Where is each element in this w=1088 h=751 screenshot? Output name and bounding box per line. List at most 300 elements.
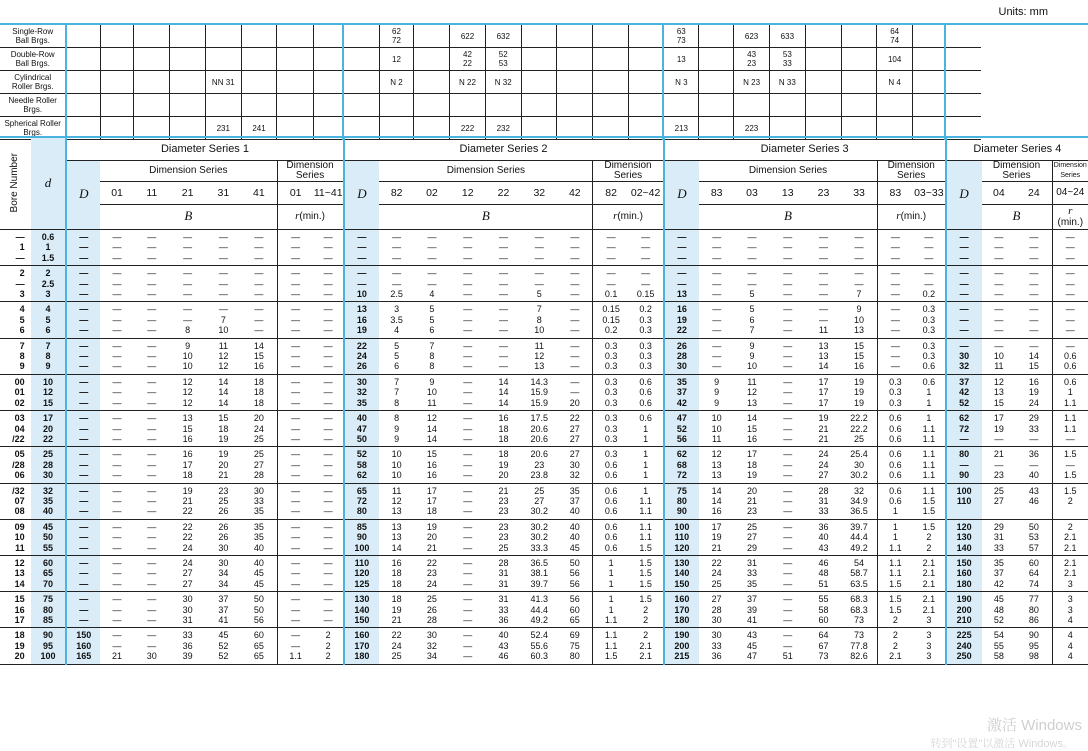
outer-diameter-value: 120: [354, 568, 370, 579]
dimension-value-value: —: [291, 289, 301, 300]
outer-diameter-value: 180: [354, 651, 370, 662]
dimension-value-value: 64: [818, 630, 829, 641]
dimension-value-value: 14: [1028, 351, 1039, 362]
dimension-value-value: —: [463, 532, 473, 543]
dimension-value-value: 86: [1028, 615, 1039, 625]
dimension-value-value: —: [463, 232, 473, 242]
dimension-value-value: 33: [746, 568, 757, 579]
dimension-value-value: 12: [993, 376, 1004, 387]
dimension-value: [982, 628, 1017, 664]
bearing-type-label: [0, 94, 66, 117]
dimension-value-value: —: [712, 289, 722, 300]
dimension-value-value: —: [147, 304, 157, 315]
dimension-value-value: 1: [608, 568, 614, 579]
dimension-value-value: —: [112, 449, 122, 460]
dimension-value: [379, 230, 414, 266]
dimension-value-value: 27: [569, 423, 580, 434]
dimension-value-value: —: [392, 268, 402, 279]
dimension-value: [557, 628, 593, 664]
dimension-value-value: 50: [569, 557, 580, 568]
dimension-value-value: 20.6: [530, 433, 549, 444]
dimension-value: [841, 338, 877, 374]
dimension-value-value: —: [323, 304, 333, 315]
outer-diameter-value: 85: [356, 521, 367, 532]
dimension-value-value: 16: [426, 459, 437, 470]
dimension-value: [734, 628, 770, 664]
outer-diameter: [344, 302, 380, 338]
dimension-value: [486, 447, 522, 483]
dimension-value-value: 20: [569, 397, 580, 408]
bearing-type-cell: [100, 71, 134, 94]
dimension-value: [277, 592, 314, 628]
dimension-value-value: —: [112, 532, 122, 543]
dimension-value-value: 19: [746, 470, 757, 481]
outer-diameter-value: 52: [676, 423, 687, 434]
D-symbol: D: [357, 186, 367, 202]
dimension-value-value: 14: [498, 397, 509, 408]
bearing-type-label-line: Single-Row: [12, 27, 54, 36]
dimension-value-value: —: [147, 252, 157, 263]
dimension-value: [982, 230, 1017, 266]
dimension-value-value: —: [112, 459, 122, 470]
outer-diameter-value: —: [79, 387, 89, 398]
dimension-value: [170, 483, 206, 519]
dimension-value-value: —: [147, 413, 157, 424]
dimension-value: [379, 519, 414, 555]
dimension-value-value: 7: [856, 289, 862, 300]
dimension-value-value: 36: [498, 615, 509, 625]
bearing-type-cell: [66, 25, 100, 48]
dimension-value-value: —: [323, 397, 333, 408]
dimension-value: [913, 338, 946, 374]
bearing-type-cell: [521, 94, 557, 117]
dimension-value-value: —: [463, 325, 473, 336]
dimension-value-value: —: [994, 433, 1004, 444]
bearing-type-cell: 104: [877, 48, 913, 71]
dimension-value-value: 27: [711, 594, 722, 605]
bearing-type-cell: [314, 25, 344, 48]
dimension-value-value: —: [147, 542, 157, 553]
dimension-value: [1016, 483, 1052, 519]
dimension-value: [314, 266, 344, 302]
dimension-value-value: 9: [394, 423, 400, 434]
dimension-value-value: 0.6: [1064, 361, 1077, 372]
bearing-type-cell: 241: [241, 117, 277, 140]
outer-diameter-value: 24: [356, 351, 367, 362]
outer-diameter-value: 16: [356, 314, 367, 325]
dimension-value-value: —: [291, 630, 301, 641]
bore-number: [0, 592, 31, 628]
dimension-value-value: —: [994, 242, 1004, 253]
dimension-value: [806, 338, 842, 374]
outer-diameter-value: —: [357, 232, 367, 242]
dimension-value-value: 74: [1028, 578, 1039, 589]
dimension-value-value: 2.1: [1064, 557, 1077, 568]
dimension-value-value: 14: [818, 361, 829, 372]
dimension-value: [379, 592, 414, 628]
dimension-value-value: 10: [391, 470, 402, 481]
dimension-value-value: 15.9: [530, 397, 549, 408]
outer-diameter-value: —: [959, 314, 969, 325]
dimension-value-value: —: [291, 640, 301, 651]
dimension-value: [841, 266, 877, 302]
dimension-value: [629, 447, 664, 483]
dimension-value-value: —: [499, 314, 508, 325]
dimension-value-value: —: [463, 423, 473, 434]
bearing-type-cell: 12: [379, 48, 414, 71]
series-col-header: 01: [277, 182, 314, 205]
dimension-value-value: —: [291, 340, 301, 351]
dimension-value-value: 47: [746, 651, 757, 662]
bore-number: [0, 555, 31, 591]
bearing-type-label: [0, 48, 66, 71]
r-symbol: r: [613, 210, 618, 223]
dimension-value: [170, 230, 206, 266]
dimension-value-value: 1.5: [922, 506, 936, 517]
dimension-value: [486, 302, 522, 338]
dimension-value-value: —: [712, 325, 722, 336]
dimension-value-value: —: [112, 376, 122, 387]
dimension-value-value: —: [112, 506, 122, 517]
outer-diameter-value: 26: [356, 361, 367, 372]
dimension-value-value: 1: [608, 604, 614, 615]
dimension-value-value: 43: [1028, 485, 1039, 496]
dimension-value-value: 18: [253, 376, 264, 387]
outer-diameter-value: —: [959, 278, 969, 289]
outer-diameter-value: —: [79, 495, 89, 506]
dimension-value-value: 32: [854, 485, 865, 496]
bearing-type-cell: N 3: [663, 71, 699, 94]
dimension-value-value: 1.1: [1064, 423, 1077, 434]
dimension-value-value: 3: [926, 630, 932, 641]
dimension-value-value: —: [323, 568, 333, 579]
dimension-value-value: 28: [426, 615, 437, 625]
dimension-value-value: 29: [746, 542, 757, 553]
dimension-value-value: 1.1: [1064, 413, 1077, 424]
bore-number-value: 09: [14, 521, 25, 532]
dimension-value-value: 0.3: [604, 361, 618, 372]
dimension-value-value: —: [783, 314, 793, 325]
dimension-value-value: 45: [746, 640, 757, 651]
dimension-value: [770, 374, 806, 410]
dimension-value: [1052, 628, 1088, 664]
bearing-type-label-line: Spherical Roller: [4, 119, 61, 128]
dimension-value: [134, 592, 170, 628]
dimension-value-value: —: [291, 594, 301, 605]
dimension-value-value: 28: [711, 604, 722, 615]
outer-diameter-value: 62: [676, 449, 687, 460]
dimension-value-value: —: [1029, 278, 1039, 289]
dimension-value-value: 80: [1028, 604, 1039, 615]
dimension-value-value: 0.6: [1064, 351, 1077, 362]
dimension-value: [629, 266, 664, 302]
dimension-value-value: 26: [426, 604, 437, 615]
bore-diameter-value: 4: [45, 304, 51, 315]
dimension-value-value: 50: [253, 594, 264, 605]
series-col-header: 31: [205, 182, 241, 205]
dimension-value-value: 30.2: [530, 532, 549, 543]
dimension-value-value: 13: [711, 470, 722, 481]
dimension-value-value: —: [291, 521, 301, 532]
series-col-header: 04: [982, 182, 1017, 205]
outer-diameter-value: —: [79, 351, 89, 362]
dimension-value: [593, 374, 629, 410]
dimension-value-value: 30: [426, 630, 437, 641]
bore-diameter-value: 15: [43, 397, 54, 408]
dimension-value-value: —: [783, 232, 793, 242]
dimension-value-value: 30: [569, 459, 580, 470]
bearing-type-cell: 623: [734, 25, 770, 48]
bore-diameter-value: 70: [43, 578, 54, 589]
dimension-value-value: —: [291, 433, 301, 444]
dimension-value: [841, 230, 877, 266]
dimension-value-value: 24: [182, 557, 193, 568]
dimension-value: [241, 519, 277, 555]
dimension-value-value: —: [819, 314, 829, 325]
dimension-value-value: —: [147, 433, 157, 444]
outer-diameter-value: 130: [956, 532, 972, 543]
dimension-value-value: 1.1: [889, 557, 902, 568]
dimension-value-value: 36: [818, 521, 829, 532]
dimension-value-value: 58: [993, 651, 1004, 662]
dimension-value-value: 12: [391, 495, 402, 506]
dimension-value-value: 53: [1028, 532, 1039, 543]
dimension-value-value: —: [463, 470, 473, 481]
bearing-type-label: [0, 71, 66, 94]
bearing-type-cell: [945, 94, 981, 117]
dimension-value: [205, 266, 241, 302]
dimension-value-value: —: [463, 651, 473, 662]
dimension-value-value: 34.9: [850, 495, 868, 506]
dimension-value-value: 22.2: [850, 413, 868, 424]
dimension-value-value: 15: [253, 351, 264, 362]
dimension-value-value: —: [147, 630, 157, 641]
dimension-value-value: —: [291, 268, 301, 279]
dimension-value: [1052, 338, 1088, 374]
dimension-value-value: 12: [182, 376, 193, 387]
series-col-header: 02~42: [629, 182, 664, 205]
dimension-value-value: 4: [1067, 630, 1073, 641]
dimension-value-value: 3.5: [390, 314, 403, 325]
dimension-value-value: —: [291, 542, 301, 553]
dimension-value-value: —: [323, 423, 333, 434]
dimension-value: [1052, 483, 1088, 519]
dimension-value-value: 28: [818, 485, 829, 496]
dimension-value-value: 2: [892, 640, 898, 651]
dimension-value-value: 73: [854, 615, 865, 625]
dimension-value-value: —: [323, 615, 333, 625]
size-group-row: [0, 519, 1088, 555]
dimension-value-value: 16: [854, 361, 865, 372]
dimension-value-value: —: [147, 449, 157, 460]
dimension-value: [100, 483, 134, 519]
bearing-type-cell: [521, 71, 557, 94]
dimension-value-value: —: [570, 268, 580, 279]
bore-number-value: 16: [14, 604, 25, 615]
dimension-value-value: 15: [182, 423, 193, 434]
dimension-value-value: —: [1065, 325, 1075, 336]
dimension-value-value: 1: [643, 433, 649, 444]
dimension-value-value: —: [890, 314, 900, 325]
bore-number-value: 1: [19, 242, 25, 253]
series-col-header: 82: [593, 182, 629, 205]
dimension-value-value: —: [291, 325, 301, 336]
dimension-value-value: 1.5: [1064, 449, 1077, 460]
outer-diameter-value: 200: [674, 640, 690, 651]
dimension-value-value: 1.1: [604, 615, 618, 625]
dimension-value-value: 27: [818, 470, 829, 481]
dimension-value-value: 0.3: [604, 387, 618, 398]
dimension-value: [100, 230, 134, 266]
dimension-value-value: 4: [429, 289, 435, 300]
dimension-value-value: 7: [749, 325, 755, 336]
outer-diameter-value: 150: [956, 557, 972, 568]
dimension-value-value: —: [747, 242, 757, 253]
dimension-value: [521, 302, 557, 338]
outer-diameter-value: —: [79, 459, 89, 470]
dimension-value-value: 52: [993, 615, 1004, 625]
dimension-value: [379, 483, 414, 519]
bearing-type-row: [0, 25, 1088, 48]
dimension-value-value: —: [147, 325, 157, 336]
dimension-value: [770, 338, 806, 374]
dimension-value-value: 63.5: [850, 578, 868, 589]
outer-diameter-value: —: [959, 242, 969, 253]
dimension-value-value: —: [783, 459, 793, 470]
dimension-value-value: —: [291, 506, 301, 517]
dimension-value-value: 18: [391, 594, 402, 605]
outer-diameter-value: —: [677, 268, 687, 279]
dimension-value-value: 0.2: [922, 289, 936, 300]
bore-number-value: 10: [14, 532, 25, 543]
bore-number-value: 08: [14, 506, 25, 517]
dimension-value-value: —: [323, 351, 333, 362]
dimension-value-value: 0.6: [889, 433, 902, 444]
bore-number-value: 17: [14, 615, 25, 625]
bearing-type-cell: [134, 71, 170, 94]
dimension-value-value: —: [463, 594, 473, 605]
series-col-header: 83: [877, 182, 913, 205]
dimension-value-value: 0.6: [604, 532, 618, 543]
dimension-value-value: 6: [394, 361, 400, 372]
dimension-value-value: 14: [498, 376, 509, 387]
dimension-value-value: 55: [993, 640, 1004, 651]
series-col-header: 11: [134, 182, 170, 205]
bearing-type-cell: [170, 94, 206, 117]
outer-diameter-value: —: [677, 252, 687, 263]
dimension-value-value: 13: [534, 361, 545, 372]
dimension-series-header: Dimension Series: [982, 161, 1053, 182]
dimension-value-value: 32: [426, 640, 437, 651]
outer-diameter-header: [946, 161, 982, 230]
dimension-value-value: 5: [394, 351, 400, 362]
outer-diameter-value: —: [959, 289, 969, 300]
bearing-type-cell: [134, 25, 170, 48]
dimension-value-value: 35: [746, 578, 757, 589]
dimension-value-value: —: [218, 268, 228, 279]
dimension-value-value: —: [499, 252, 508, 263]
dimension-value-value: —: [1065, 232, 1075, 242]
dimension-value-value: 17.5: [530, 413, 549, 424]
dimension-value: [877, 447, 913, 483]
dimension-value-value: 55: [818, 594, 829, 605]
dimension-value: [734, 374, 770, 410]
bore-diameter: [31, 302, 67, 338]
dimension-value-value: —: [499, 340, 508, 351]
dimension-value-value: —: [463, 278, 473, 289]
dimension-value-value: 16: [1028, 376, 1039, 387]
chamfer-r-header: [593, 205, 664, 230]
bearing-type-cell: [134, 48, 170, 71]
dimension-value-value: 30: [253, 485, 264, 496]
dimension-value-value: —: [147, 578, 157, 589]
dimension-value-value: 15: [993, 397, 1004, 408]
dimension-value-value: 25: [426, 594, 437, 605]
dimension-series-header: Dimension Series: [699, 161, 877, 182]
bore-number-value: /28: [12, 459, 25, 470]
dimension-value-value: 1.1: [639, 532, 652, 543]
dimension-value: [734, 519, 770, 555]
dimension-value-value: —: [291, 376, 301, 387]
bearing-type-cell: 213: [663, 117, 699, 140]
dimension-value-value: —: [499, 304, 508, 315]
bore-number: [0, 302, 31, 338]
outer-diameter-value: —: [79, 532, 89, 543]
bore-diameter-value: 3: [45, 289, 51, 300]
dimension-value-value: —: [147, 521, 157, 532]
dimension-series-header: Dimension Series: [379, 161, 593, 182]
dimension-value: [841, 555, 877, 591]
dimension-value-value: 2.1: [1064, 542, 1077, 553]
dimension-value-value: 45: [569, 542, 580, 553]
dimension-value: [521, 266, 557, 302]
dimension-value: [241, 230, 277, 266]
dimension-value-value: —: [463, 376, 473, 387]
dimension-value: [699, 628, 734, 664]
dimension-value-value: 23: [498, 532, 509, 543]
bore-number: [0, 447, 31, 483]
dimension-value-value: 54: [854, 557, 865, 568]
outer-diameter-value: 160: [76, 640, 92, 651]
bore-diameter-value: 55: [43, 542, 54, 553]
dimension-value: [241, 555, 277, 591]
dimension-value-value: 14: [391, 542, 402, 553]
dimension-value: [134, 483, 170, 519]
dimension-value-value: 35: [993, 557, 1004, 568]
dimension-value-value: —: [112, 340, 122, 351]
dimension-value-value: —: [323, 578, 333, 589]
header-row-symbols: [0, 205, 1088, 230]
bore-number-label: Bore Number: [9, 152, 21, 213]
dimension-value-value: 17: [818, 397, 829, 408]
bearing-type-cell: [699, 25, 734, 48]
dimension-value-value: 56: [253, 615, 264, 625]
dimension-value-value: 40: [569, 521, 580, 532]
dimension-value: [450, 555, 486, 591]
dimension-value: [450, 338, 486, 374]
width-B-header: [982, 205, 1053, 230]
outer-diameter-value: 50: [356, 433, 367, 444]
dimension-value: [1052, 302, 1088, 338]
dimension-value-value: —: [112, 351, 122, 362]
dimension-value-value: —: [641, 268, 651, 279]
bearing-type-cell: [805, 94, 841, 117]
bearing-type-label-line: Roller Brgs.: [11, 82, 54, 91]
outer-diameter-value: 68: [676, 459, 687, 470]
outer-diameter-value: —: [79, 242, 89, 253]
outer-diameter: [66, 447, 100, 483]
dimension-value-value: 22: [182, 532, 193, 543]
